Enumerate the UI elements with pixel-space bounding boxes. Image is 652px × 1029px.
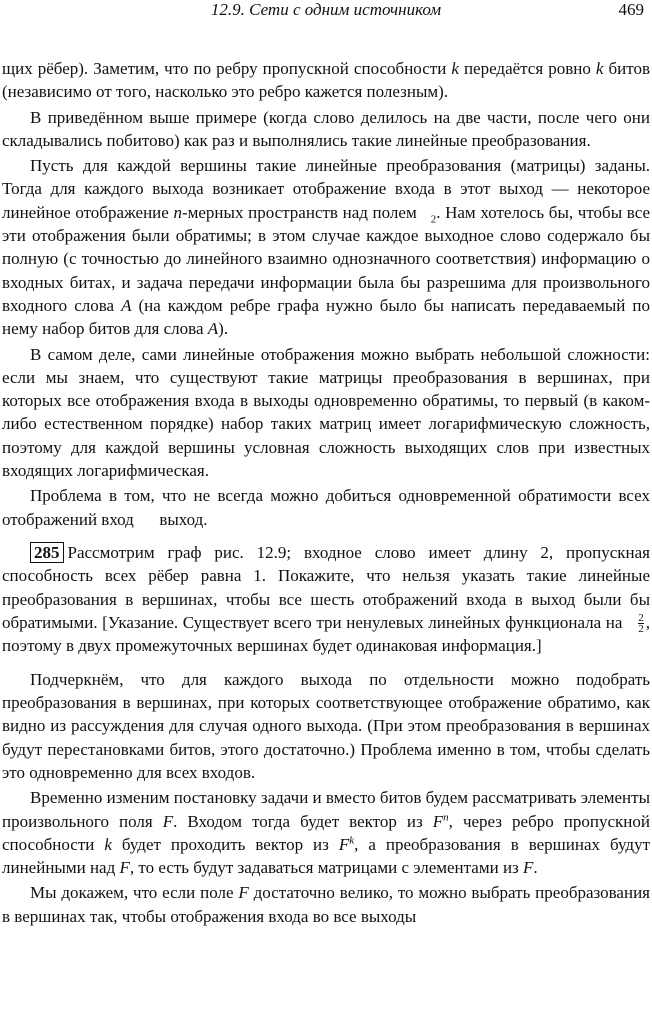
paragraph-6: Подчеркнём, что для каждого выхода по отдельности можно подобрать преобразования в вершинах, при которых соответствующее отображение обратимо, как видно из рассуждения для случая одного выхода. (При этом преобразования в вершинах будут перестановками битов, этого достаточно.) Проблема именно в том, чтобы сделать это одновременно для всех входов. bbox=[2, 669, 650, 782]
paragraph-2: В приведённом выше примере (когда слово делилось на две части, после чего они складывались побитово) как раз и выполнялись такие линейные преобразования. bbox=[2, 107, 650, 150]
fraction: $\frac{2}{2}$ bbox=[638, 612, 644, 636]
problem-number: 285 bbox=[30, 542, 64, 563]
page-number: 469 bbox=[618, 0, 644, 19]
paragraph-4: В самом деле, сами линейные отображения можно выбрать небольшой сложности: если мы знаем, что существуют такие матрицы преобразования в вершинах, при которых все отображения входа в выходы одновременно обратимы, то первый (в каком-либо естественном порядке) набор таких матриц имеет логарифмическую сложность, поэтому для каждой вершины условная сложность выходящих слов при известных входящих логарифмическая. bbox=[2, 344, 650, 481]
page-body bbox=[2, 57, 650, 928]
paragraph-8: Мы докажем, что если поле F достаточно велико, то можно выбрать преобразования в вершинах так, чтобы отображения входа во все выходы bbox=[2, 883, 650, 926]
running-header bbox=[0, 0, 652, 22]
paragraph-7: Временно изменим постановку задачи и вместо битов будем рассматривать элементы произвольного поля F. Входом тогда будет вектор из $F^n$, через ребро пропускной способности k будет проходить вектор из $F^k$, а преобразования в вершинах будут линейными над F, то есть будут задаваться матрицами с элементами из F. bbox=[2, 788, 651, 878]
section-title: 12.9. Сети с одним источником bbox=[210, 0, 442, 19]
paragraph-1: щих рёбер). Заметим, что по ребру пропускной способности k передаётся ровно k битов (независимо от того, насколько это ребро кажется полезным). bbox=[2, 59, 651, 102]
paragraph-3: Пусть для каждой вершины такие линейные преобразования (матрицы) заданы. Тогда для каждого выхода возникает отображение входа в этот выход — некоторое линейное отображение n-мерных пространств над полем $_2$. Нам хотелось бы, чтобы все эти отображения были обратимы; в этом случае каждое выходное слово содержало бы полную (с точностью до линейного взаимно однозначного соответствия) информацию о входных битах, и задача передачи информации была бы разрешима для произвольного входного слова A (на каждом ребре графа нужно было бы написать передаваемый по нему набор битов для слова A). bbox=[2, 156, 650, 339]
problem-285: 285 Рассмотрим граф рис. 12.9; входное слово имеет длину 2, пропускная способность всех рёбер равна 1. Покажите, что нельзя указать такие линейные преобразования в вершинах, чтобы все шесть отображений входа в выход были бы обратимыми. [Указание. Существует всего три ненулевых линейных функционала на $\frac{2}{2}$ , поэтому в двух промежуточных вершинах будет одинаковая информация.] bbox=[2, 542, 651, 656]
paragraph-5: Проблема в том, что не всегда можно добиться одновременной обратимости всех отображений вход выход. bbox=[2, 486, 650, 529]
